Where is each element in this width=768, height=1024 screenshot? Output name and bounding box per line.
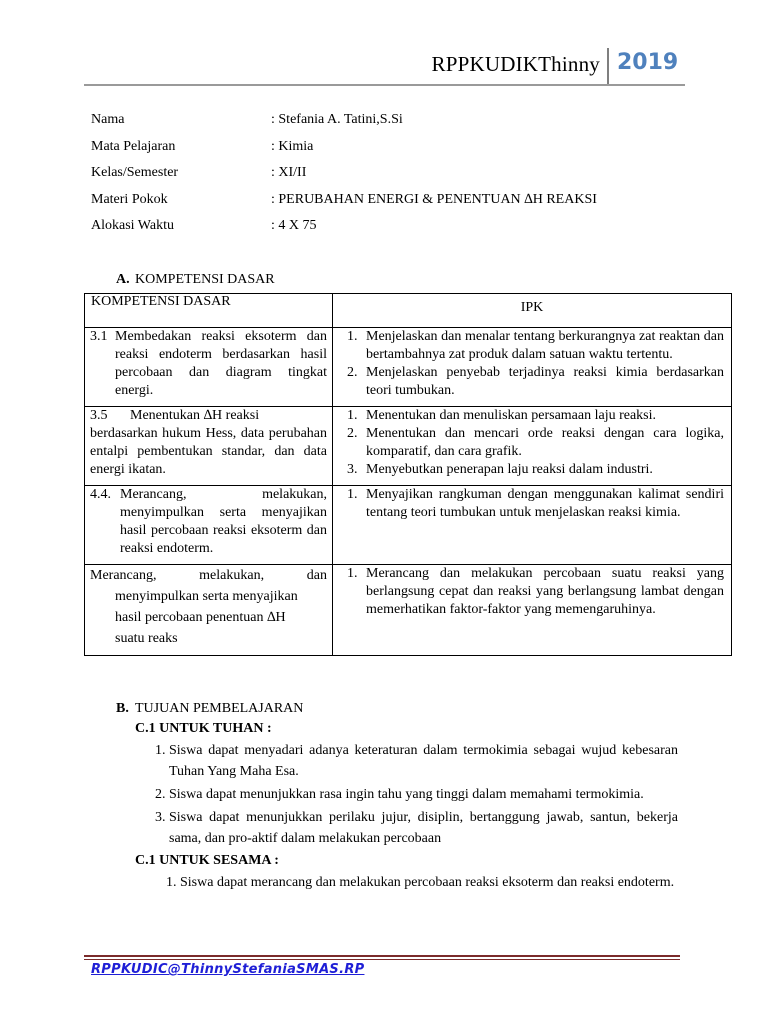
- identity-label: Kelas/Semester: [91, 165, 179, 180]
- identity-label: Materi Pokok: [91, 191, 168, 207]
- table-row: [85, 486, 732, 565]
- ipk-item: 3. Menyebutkan penerapan laju reaksi dalam industri.: [361, 461, 724, 479]
- footer-rule-thin: [84, 959, 680, 960]
- identity-value: : 4 X 75: [271, 218, 317, 233]
- section-a-heading: [116, 272, 275, 288]
- ipk-item: 2. Menjelaskan penyebab terjadinya reaksi kimia berdasarkan teori tumbukan.: [361, 364, 724, 400]
- document-year: 2019: [617, 50, 679, 75]
- section-b-heading: [116, 701, 678, 717]
- table-row: [85, 565, 732, 656]
- ipk-item: 1. Merancang dan melakukan percobaan suatu reaksi yang berlangsung cepat dan reaksi yang berlangsung lambat dengan memerhatikan faktor-faktor yang memengaruhinya.: [361, 565, 724, 619]
- kd-item: [90, 486, 327, 558]
- document-title: RPPKUDIKThinny: [431, 52, 600, 76]
- subsection-title-sesama: C.1 UNTUK SESAMA :: [135, 853, 279, 868]
- table-header-row: [85, 294, 732, 328]
- ipk-item: 1. Menjelaskan dan menalar tentang berkurangnya zat reaktan dan bertambahnya zat produk dalam satuan waktu tertentu.: [361, 328, 724, 364]
- footer-rule: [84, 955, 680, 957]
- footer-text: RPPKUDIC@ThinnyStefaniaSMAS.RP: [91, 962, 365, 977]
- ipk-list: [340, 407, 724, 479]
- ipk-list: [340, 328, 724, 400]
- page-header: [0, 48, 768, 84]
- list-item: 3. Siswa dapat menunjukkan perilaku jujur, disiplin, bertanggung jawab, santun, bekerja sama, dan pro-aktif dalam melakukan percobaan: [169, 807, 678, 849]
- ipk-item: 2. Menentukan dan mencari orde reaksi dengan cara logika, komparatif, dan cara grafik.: [361, 425, 724, 461]
- kd-item: [90, 565, 327, 649]
- kd-number: 4.4.: [90, 487, 111, 502]
- kd-text-first: Merancang, melakukan, dan: [90, 568, 327, 583]
- kd-cell: [85, 486, 333, 565]
- identity-value: : XI/II: [271, 165, 307, 180]
- ipk-list: [340, 565, 724, 619]
- ipk-cell: [333, 486, 732, 565]
- kd-item: [90, 328, 327, 400]
- kd-cell: [85, 328, 333, 407]
- table-row: [85, 328, 732, 407]
- kd-cell: [85, 565, 333, 656]
- ipk-list: [340, 486, 724, 522]
- list-item: 2. Siswa dapat menunjukkan rasa ingin tahu yang tinggi dalam memahami termokimia.: [169, 784, 678, 805]
- identity-label: Alokasi Waktu: [91, 218, 174, 233]
- kd-item: [90, 407, 327, 479]
- list-item: 1. Siswa dapat merancang dan melakukan percobaan reaksi eksoterm dan reaksi endoterm.: [180, 872, 678, 893]
- table-header-ipk: IPK: [333, 294, 732, 328]
- ipk-item: 1. Menyajikan rangkuman dengan menggunakan kalimat sendiri tentang teori tumbukan untuk menjelaskan reaksi kimia.: [361, 486, 724, 522]
- ipk-cell: [333, 565, 732, 656]
- identity-label: Mata Pelajaran: [91, 138, 176, 154]
- kd-text-line: hasil percobaan penentuan ∆H: [115, 610, 286, 625]
- kd-text: berdasarkan hukum Hess, data perubahan entalpi pembentukan standar, dan data energi ikatan.: [90, 426, 327, 477]
- tujuan-list-tuhan: [116, 740, 678, 849]
- ipk-cell: [333, 328, 732, 407]
- kompetensi-table: [84, 293, 732, 656]
- kd-text-first: Menentukan ∆H reaksi: [130, 408, 260, 423]
- identity-label: Nama: [91, 112, 125, 127]
- ipk-cell: [333, 407, 732, 486]
- tujuan-list-sesama: [116, 872, 678, 893]
- identity-value: : Stefania A. Tatini,S.Si: [271, 112, 403, 127]
- table-row: [85, 407, 732, 486]
- table-header-kd: KOMPETENSI DASAR: [85, 294, 333, 328]
- section-letter: B.: [116, 701, 129, 716]
- kd-text-line: menyimpulkan serta menyajikan: [115, 589, 298, 604]
- section-b: [116, 701, 678, 895]
- section-title: KOMPETENSI DASAR: [135, 272, 275, 287]
- ipk-item: 1. Menentukan dan menuliskan persamaan laju reaksi.: [361, 407, 724, 425]
- kd-text-line: suatu reaks: [115, 631, 178, 646]
- section-letter: A.: [116, 272, 130, 287]
- identity-value: : PERUBAHAN ENERGI & PENENTUAN ∆H REAKSI: [271, 191, 597, 207]
- kd-text: Membedakan reaksi eksoterm dan reaksi endoterm berdasarkan hasil percobaan dan diagram tingkat energi.: [115, 329, 327, 398]
- kd-number: 3.5: [90, 408, 108, 423]
- header-divider: [607, 48, 609, 86]
- kd-cell: [85, 407, 333, 486]
- identity-value: : Kimia: [271, 138, 314, 154]
- list-item: 1. Siswa dapat menyadari adanya keteraturan dalam termokimia sebagai wujud kebesaran Tuhan Yang Maha Esa.: [169, 740, 678, 782]
- section-title: TUJUAN PEMBELAJARAN: [135, 701, 304, 716]
- kd-number: 3.1: [90, 329, 108, 344]
- subsection-title-tuhan: C.1 UNTUK TUHAN :: [135, 721, 272, 736]
- kd-text: Merancang, melakukan, menyimpulkan serta menyajikan hasil percobaan reaksi eksoterm dan reaksi endoterm.: [120, 487, 327, 556]
- header-rule: [84, 84, 685, 86]
